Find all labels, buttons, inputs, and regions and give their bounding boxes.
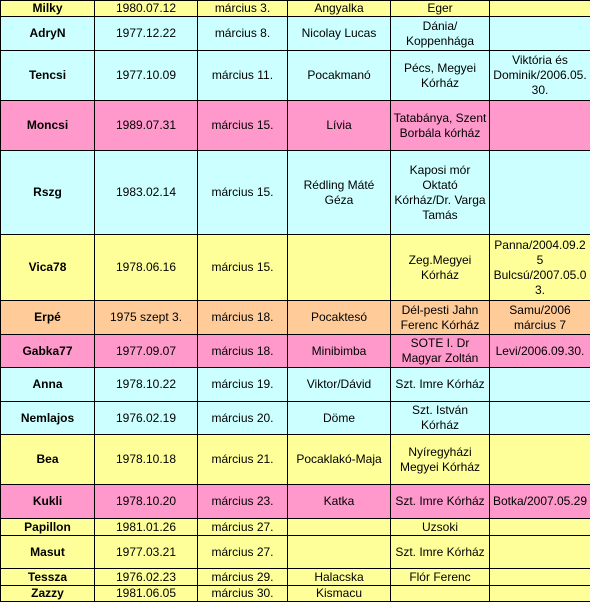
notes-cell bbox=[490, 151, 590, 235]
table-row bbox=[1, 519, 590, 536]
table-row bbox=[1, 485, 590, 519]
hospital-cell: Tatabánya, Szent Borbála kórház bbox=[391, 101, 490, 151]
hospital-cell: Dánia/ Koppenhága bbox=[391, 17, 490, 51]
baby-name-cell bbox=[288, 519, 391, 536]
hospital-cell: Szt. Imre Kórház bbox=[391, 485, 490, 519]
nickname-cell: Vica78 bbox=[1, 235, 95, 301]
birth-date-cell: 1976.02.19 bbox=[95, 402, 198, 435]
notes-cell bbox=[490, 1, 590, 17]
due-date-cell: március 21. bbox=[198, 435, 288, 485]
notes-cell: Levi/2006.09.30. bbox=[490, 335, 590, 368]
table-row bbox=[1, 101, 590, 151]
table-row bbox=[1, 17, 590, 51]
notes-cell bbox=[490, 368, 590, 402]
table-row bbox=[1, 586, 590, 602]
baby-name-cell: Nicolay Lucas bbox=[288, 17, 391, 51]
birth-date-cell: 1977.09.07 bbox=[95, 335, 198, 368]
hospital-cell: Pécs, Megyei Kórház bbox=[391, 51, 490, 101]
hospital-cell bbox=[391, 586, 490, 602]
due-date-cell: március 11. bbox=[198, 51, 288, 101]
nickname-cell: Zazzy bbox=[1, 586, 95, 602]
table-row bbox=[1, 51, 590, 101]
due-date-cell: március 18. bbox=[198, 301, 288, 335]
baby-name-cell: Katka bbox=[288, 485, 391, 519]
nickname-cell: Rszg bbox=[1, 151, 95, 235]
hospital-cell: Kaposi mór Oktató Kórház/Dr. Varga Tamás bbox=[391, 151, 490, 235]
baby-name-cell bbox=[288, 536, 391, 569]
baby-name-cell: Pocaktesó bbox=[288, 301, 391, 335]
nickname-cell: AdryN bbox=[1, 17, 95, 51]
notes-cell: Panna/2004.09.25 Bulcsú/2007.05.0 3. bbox=[490, 235, 590, 301]
nickname-cell: Kukli bbox=[1, 485, 95, 519]
hospital-cell: Zeg.Megyei Kórház bbox=[391, 235, 490, 301]
birth-date-cell: 1980.07.12 bbox=[95, 1, 198, 17]
due-date-cell: március 15. bbox=[198, 151, 288, 235]
due-date-cell: március 19. bbox=[198, 368, 288, 402]
baby-name-cell: Viktor/Dávid bbox=[288, 368, 391, 402]
baby-name-cell: Halacska bbox=[288, 569, 391, 586]
notes-cell bbox=[490, 17, 590, 51]
birth-date-cell: 1975 szept 3. bbox=[95, 301, 198, 335]
nickname-cell: Anna bbox=[1, 368, 95, 402]
due-date-cell: március 30. bbox=[198, 586, 288, 602]
notes-cell bbox=[490, 536, 590, 569]
hospital-cell: Nyíregyházi Megyei Kórház bbox=[391, 435, 490, 485]
due-date-cell: március 8. bbox=[198, 17, 288, 51]
baby-name-cell: Pocaklakó-Maja bbox=[288, 435, 391, 485]
table-row bbox=[1, 301, 590, 335]
notes-cell: Samu/2006 március 7 bbox=[490, 301, 590, 335]
notes-cell bbox=[490, 519, 590, 536]
table-row bbox=[1, 151, 590, 235]
nickname-cell: Nemlajos bbox=[1, 402, 95, 435]
nickname-cell: Milky bbox=[1, 1, 95, 17]
birth-date-cell: 1976.02.23 bbox=[95, 569, 198, 586]
hospital-cell: Szt. Imre Kórház bbox=[391, 368, 490, 402]
nickname-cell: Masut bbox=[1, 536, 95, 569]
notes-cell bbox=[490, 569, 590, 586]
table-row bbox=[1, 1, 590, 17]
hospital-cell: Flór Ferenc bbox=[391, 569, 490, 586]
hospital-cell: Eger bbox=[391, 1, 490, 17]
due-date-cell: március 18. bbox=[198, 335, 288, 368]
table-row bbox=[1, 536, 590, 569]
due-date-cell: március 20. bbox=[198, 402, 288, 435]
due-date-cell: március 15. bbox=[198, 235, 288, 301]
nickname-cell: Gabka77 bbox=[1, 335, 95, 368]
notes-cell: Viktória és Dominik/2006.05. 30. bbox=[490, 51, 590, 101]
birth-date-cell: 1977.12.22 bbox=[95, 17, 198, 51]
baby-name-cell: Kismacu bbox=[288, 586, 391, 602]
nickname-cell: Erpé bbox=[1, 301, 95, 335]
due-date-cell: március 27. bbox=[198, 536, 288, 569]
due-date-cell: március 23. bbox=[198, 485, 288, 519]
nickname-cell: Tencsi bbox=[1, 51, 95, 101]
table-row bbox=[1, 569, 590, 586]
birth-date-cell: 1978.10.22 bbox=[95, 368, 198, 402]
nickname-cell: Papillon bbox=[1, 519, 95, 536]
due-date-cell: március 27. bbox=[198, 519, 288, 536]
birth-date-cell: 1981.01.26 bbox=[95, 519, 198, 536]
due-date-cell: március 3. bbox=[198, 1, 288, 17]
baby-name-cell: Angyalka bbox=[288, 1, 391, 17]
nickname-cell: Bea bbox=[1, 435, 95, 485]
nickname-cell: Tessza bbox=[1, 569, 95, 586]
baby-name-cell: Lívia bbox=[288, 101, 391, 151]
baby-name-cell: Rédling Máté Géza bbox=[288, 151, 391, 235]
baby-name-cell: Minibimba bbox=[288, 335, 391, 368]
hospital-cell: SOTE I. Dr Magyar Zoltán bbox=[391, 335, 490, 368]
birth-date-cell: 1977.03.21 bbox=[95, 536, 198, 569]
hospital-cell: Szt. István Kórház bbox=[391, 402, 490, 435]
birth-date-cell: 1978.10.20 bbox=[95, 485, 198, 519]
notes-cell bbox=[490, 101, 590, 151]
table-row bbox=[1, 335, 590, 368]
notes-cell bbox=[490, 586, 590, 602]
hospital-cell: Dél-pesti Jahn Ferenc Kórház bbox=[391, 301, 490, 335]
hospital-cell: Uzsoki bbox=[391, 519, 490, 536]
birth-date-cell: 1981.06.05 bbox=[95, 586, 198, 602]
baby-name-cell bbox=[288, 235, 391, 301]
birth-date-cell: 1989.07.31 bbox=[95, 101, 198, 151]
notes-cell bbox=[490, 435, 590, 485]
baby-name-cell: Pocakmanó bbox=[288, 51, 391, 101]
table-row bbox=[1, 435, 590, 485]
birth-date-cell: 1978.06.16 bbox=[95, 235, 198, 301]
birth-date-cell: 1978.10.18 bbox=[95, 435, 198, 485]
table-row bbox=[1, 368, 590, 402]
birth-date-cell: 1983.02.14 bbox=[95, 151, 198, 235]
table-row bbox=[1, 235, 590, 301]
notes-cell: Botka/2007.05.29 bbox=[490, 485, 590, 519]
due-date-cell: március 29. bbox=[198, 569, 288, 586]
due-date-cell: március 15. bbox=[198, 101, 288, 151]
table-row bbox=[1, 402, 590, 435]
notes-cell bbox=[490, 402, 590, 435]
nickname-cell: Moncsi bbox=[1, 101, 95, 151]
birth-date-cell: 1977.10.09 bbox=[95, 51, 198, 101]
hospital-cell: Szt. Imre Kórház bbox=[391, 536, 490, 569]
baby-name-cell: Döme bbox=[288, 402, 391, 435]
